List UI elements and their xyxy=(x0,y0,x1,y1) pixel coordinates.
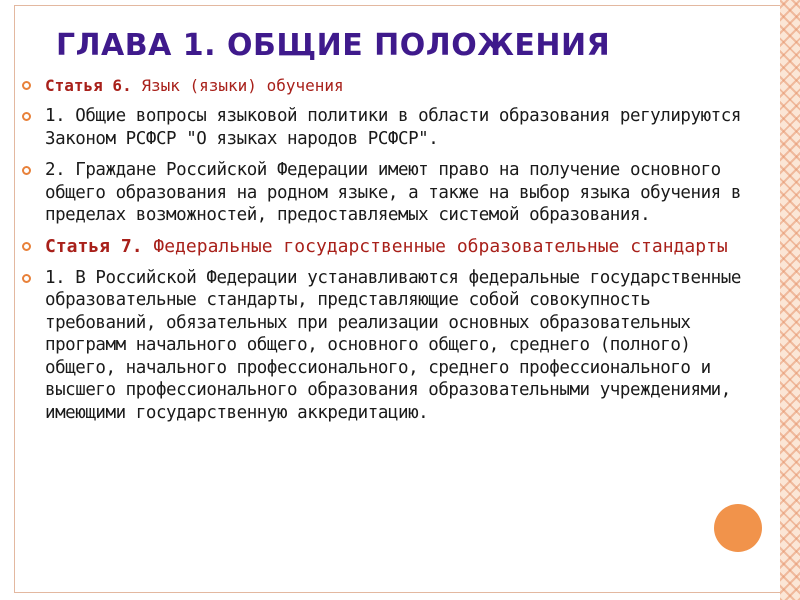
article-6-point-2 xyxy=(22,159,762,227)
article-6-heading xyxy=(22,76,762,96)
article-7-heading xyxy=(22,236,762,258)
slide-title: ГЛАВА 1. ОБЩИЕ ПОЛОЖЕНИЯ xyxy=(56,28,611,63)
article-6-point-1 xyxy=(22,105,762,150)
bullet-circle-icon xyxy=(22,274,31,283)
article-7-point-1 xyxy=(22,267,762,425)
decorative-orange-circle xyxy=(714,504,762,552)
article-7-label: Статья 7. xyxy=(45,235,143,257)
article-6-label: Статья 6. xyxy=(45,76,132,95)
article-6-point-2-text: 2. Граждане Российской Федерации имеют право на получение основного общего образования на родном языке, а также на выбор языка обучения в пределах возможностей, предоставляемых системой образования. xyxy=(45,160,741,225)
bullet-circle-icon xyxy=(22,112,31,121)
bullet-circle-icon xyxy=(22,242,31,251)
article-6-title: Язык (языки) обучения xyxy=(131,76,344,95)
article-7-title: Федеральные государственные образовательные стандарты xyxy=(142,235,728,257)
decorative-side-rail xyxy=(780,0,800,600)
bullet-circle-icon xyxy=(22,166,31,175)
bullet-circle-icon xyxy=(22,81,31,90)
article-7-point-1-text: 1. В Российской Федерации устанавливаются федеральные государственные образовательные стандарты, представляющие собой совокупность требований, обязательных при реализации основных образовательных программ начального общего, основного общего, среднего (полного) общего, начального профессионального, среднего профессионального и высшего профессионального образования образовательными учреждениями, имеющими государственную аккредитацию. xyxy=(45,267,741,423)
article-6-point-1-text: 1. Общие вопросы языковой политики в области образования регулируются Законом РСФСР "О языках народов РСФСР". xyxy=(45,106,741,149)
bullet-list xyxy=(22,76,762,433)
